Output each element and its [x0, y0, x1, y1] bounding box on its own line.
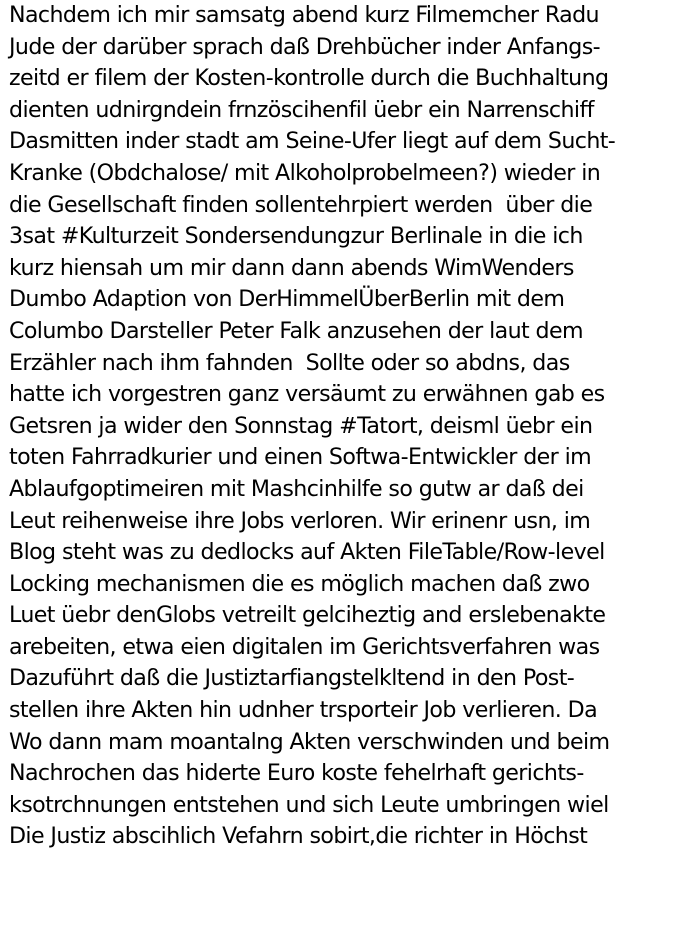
text-line: die Gesellschaft finden sollentehrpiert werden über die [9, 191, 593, 218]
text-line: Nachdem ich mir samsatg abend kurz Filmemcher Radu [9, 2, 599, 28]
text-line: Dumbo Adaption von DerHimmelÜberBerlin mit dem [9, 286, 565, 313]
text-line: Die Justiz abscihlich Vefahrn sobirt,die richter in Höchst [9, 823, 588, 850]
text-line: Kranke (Obdchalose/ mit Alkoholprobelmeen?) wieder in [9, 159, 601, 186]
text-line: Blog steht was zu dedlocks auf Akten FileTable/Row-level [9, 539, 605, 566]
text-line: ksotrchnungen entstehen und sich Leute umbringen wiel [9, 791, 609, 818]
text-line: Ablaufgoptimeiren mit Mashcinhilfe so gutw ar daß dei [9, 475, 584, 502]
text-line: Nachrochen das hiderte Euro koste fehelrhaft gerichts- [9, 760, 584, 787]
document-text [9, 0, 681, 853]
text-line: toten Fahrradkurier und einen Softwa-Entwickler der im [9, 444, 592, 471]
text-line: zeitd er filem der Kosten-kontrolle durch die Buchhaltung [9, 65, 609, 92]
text-line: Leut reihenweise ihre Jobs verloren. Wir erinenr usn, im [9, 507, 591, 534]
text-line: Getsren ja wider den Sonnstag #Tatort, deisml üebr ein [9, 412, 593, 439]
text-line: 3sat #Kulturzeit Sondersendungzur Berlinale in die ich [9, 223, 583, 250]
text-line: Wo dann mam moantalng Akten verschwinden und beim [9, 728, 610, 755]
text-line: arebeiten, etwa eien digitalen im Gerichtsverfahren was [9, 633, 600, 660]
text-line: Dazuführt daß die Justiztarfiangstelkltend in den Post- [9, 665, 575, 692]
text-line: kurz hiensah um mir dann dann abends WimWenders [9, 254, 574, 281]
text-line: dienten udnirgndein frnzöscihenfil üebr ein Narrenschiff [9, 96, 594, 123]
text-line: Locking mechanismen die es möglich machen daß zwo [9, 570, 590, 597]
text-line: stellen ihre Akten hin udnher trsporteir Job verlieren. Da [9, 697, 598, 724]
text-line: Erzähler nach ihm fahnden Sollte oder so abdns, das [9, 349, 570, 376]
text-line: hatte ich vorgestren ganz versäumt zu erwähnen gab es [9, 381, 605, 408]
text-line: Jude der darüber sprach daß Drehbücher inder Anfangs- [9, 33, 601, 60]
text-line: Luet üebr denGlobs vetreilt gelciheztig and erslebenakte [9, 602, 606, 629]
text-line: Columbo Darsteller Peter Falk anzusehen der laut dem [9, 317, 583, 344]
text-line: Dasmitten inder stadt am Seine-Ufer liegt auf dem Sucht- [9, 128, 616, 155]
